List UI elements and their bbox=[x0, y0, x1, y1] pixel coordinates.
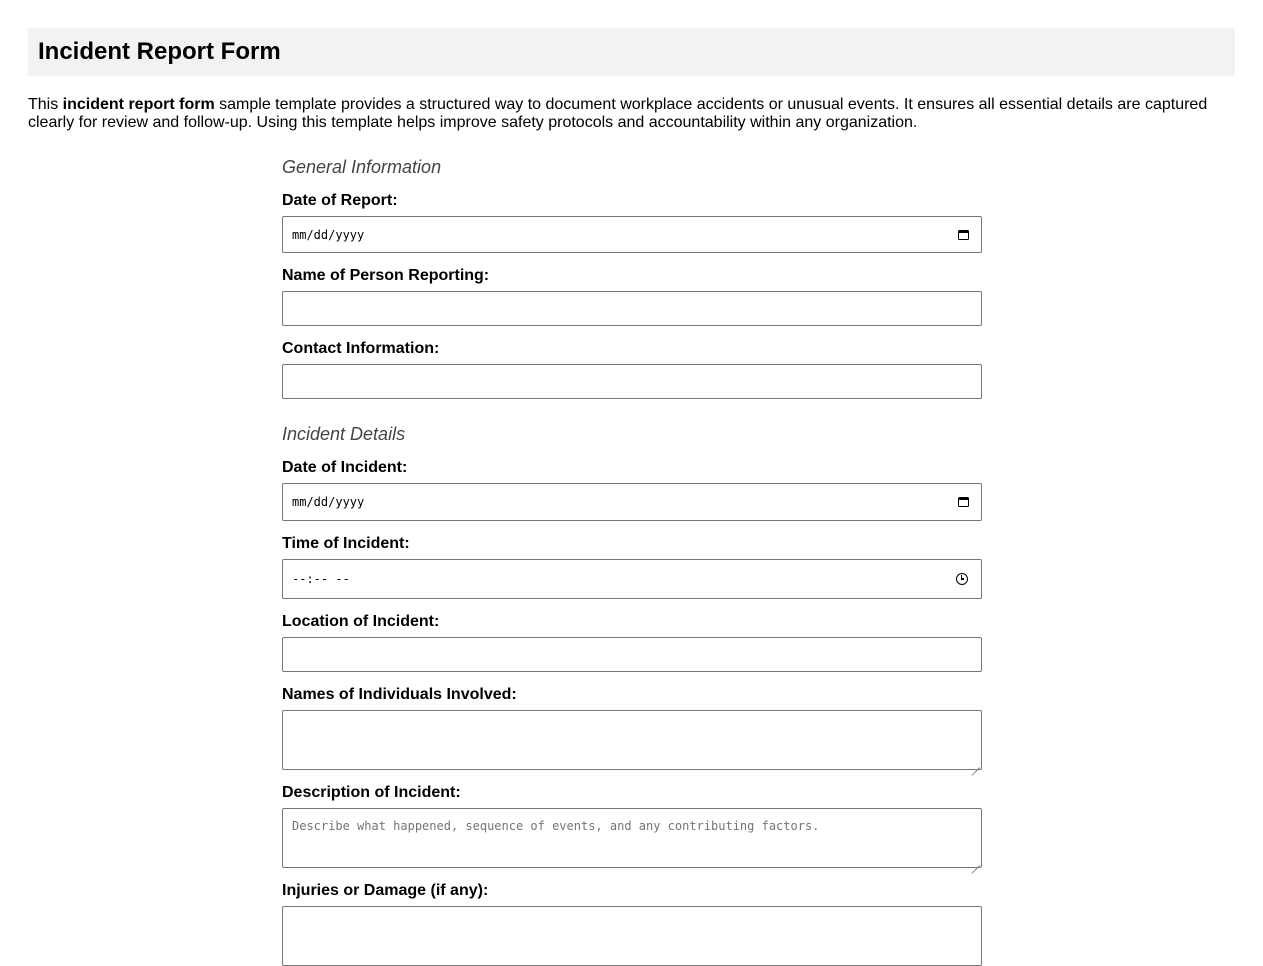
calendar-icon[interactable] bbox=[958, 497, 969, 507]
clock-icon[interactable] bbox=[956, 573, 968, 585]
date-of-incident-value: mm/dd/yyyy bbox=[292, 495, 365, 509]
contact-info-label: Contact Information: bbox=[282, 340, 440, 357]
date-of-report-value: mm/dd/yyyy bbox=[292, 228, 365, 242]
individuals-label: Names of Individuals Involved: bbox=[282, 686, 517, 703]
resize-grip-icon[interactable] bbox=[971, 759, 980, 768]
intro-bold-term: incident report form bbox=[62, 96, 215, 113]
description-label: Description of Incident: bbox=[282, 784, 461, 801]
date-of-incident-input[interactable] bbox=[282, 483, 982, 521]
description-textarea[interactable] bbox=[282, 808, 982, 868]
injuries-textarea[interactable] bbox=[282, 906, 982, 966]
title-bar bbox=[28, 28, 1235, 76]
time-of-incident-input[interactable] bbox=[282, 559, 982, 599]
individuals-textarea[interactable] bbox=[282, 710, 982, 770]
intro-paragraph bbox=[28, 96, 1235, 132]
page-title: Incident Report Form bbox=[38, 38, 281, 65]
time-of-incident-value: --:-- -- bbox=[292, 572, 350, 586]
section-general-information: General Information bbox=[282, 157, 442, 177]
intro-prefix: This bbox=[28, 96, 63, 113]
name-reporting-input[interactable] bbox=[282, 291, 982, 326]
resize-grip-icon[interactable] bbox=[971, 857, 980, 866]
location-label: Location of Incident: bbox=[282, 613, 440, 630]
section-incident-details: Incident Details bbox=[282, 424, 406, 444]
name-reporting-label: Name of Person Reporting: bbox=[282, 267, 490, 284]
date-of-report-label: Date of Report: bbox=[282, 192, 398, 209]
date-of-report-input[interactable] bbox=[282, 216, 982, 253]
calendar-icon[interactable] bbox=[958, 230, 969, 240]
time-of-incident-label: Time of Incident: bbox=[282, 535, 410, 552]
intro-suffix: sample template provides a structured way to document workplace accidents or unusual events. It ensures all essential details are captured clearly for review and follow-up. Using this template helps improve safety protocols and accountability within any organization. bbox=[28, 96, 1208, 131]
location-input[interactable] bbox=[282, 637, 982, 672]
contact-info-input[interactable] bbox=[282, 364, 982, 399]
injuries-label: Injuries or Damage (if any): bbox=[282, 882, 489, 899]
date-of-incident-label: Date of Incident: bbox=[282, 459, 408, 476]
description-placeholder: Describe what happened, sequence of events, and any contributing factors. bbox=[292, 819, 820, 833]
